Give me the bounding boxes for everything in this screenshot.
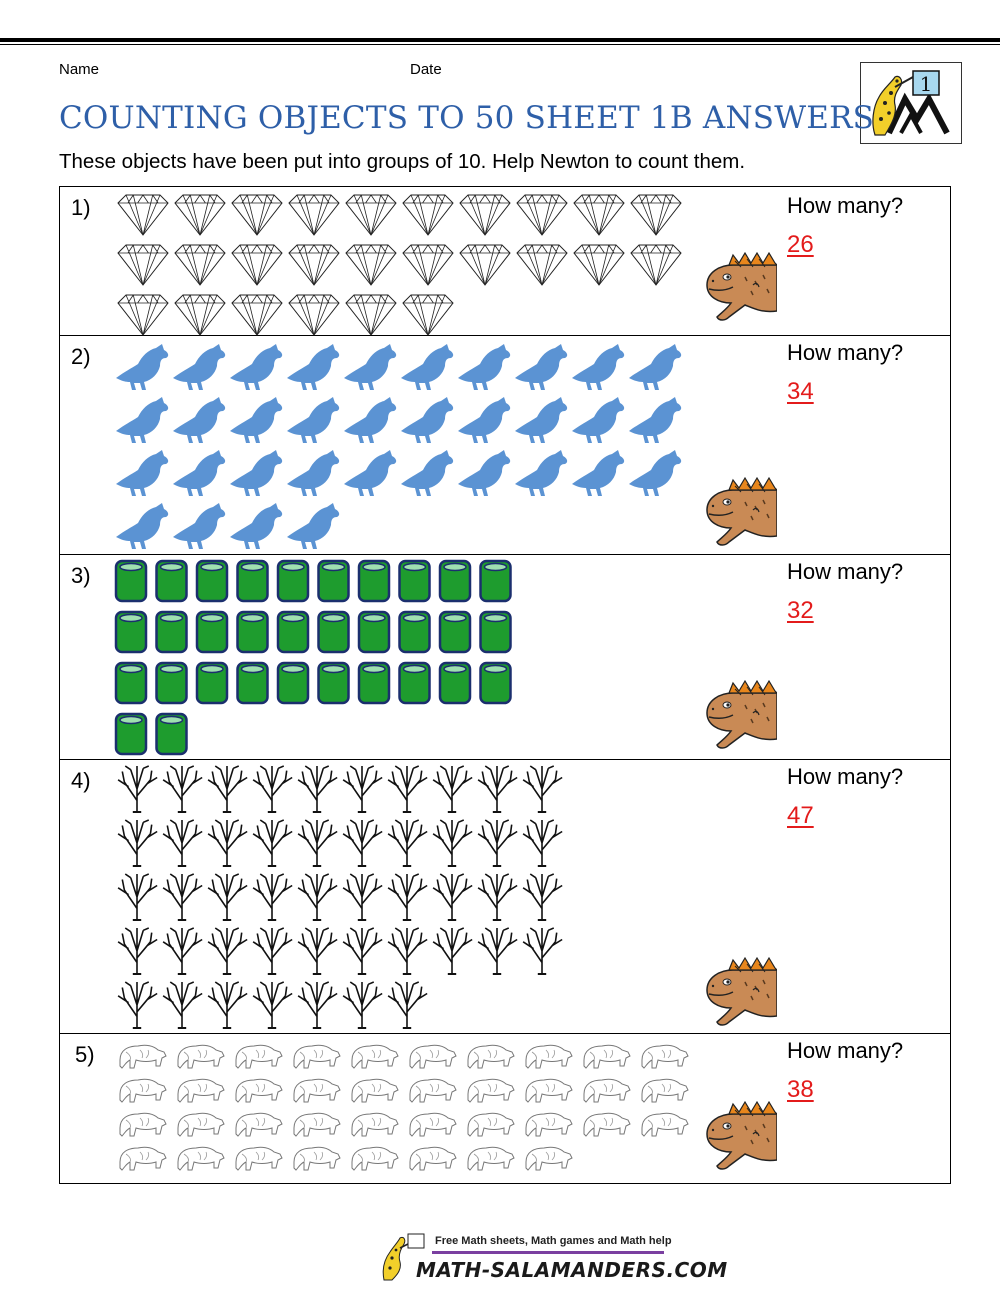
bear-object [294, 1113, 340, 1136]
tree-object [208, 982, 247, 1028]
parrot-object [458, 344, 510, 390]
tree-object [523, 820, 562, 866]
tree-object [163, 928, 202, 974]
barrel-object [278, 612, 308, 652]
diamond-object [631, 245, 681, 285]
bear-object [526, 1113, 572, 1136]
tree-object [253, 874, 292, 920]
parrot-object [116, 344, 168, 390]
bear-object [294, 1079, 340, 1102]
bear-object [236, 1045, 282, 1068]
logo-badge: 1 [919, 72, 933, 96]
bear-object [410, 1113, 456, 1136]
diamond-object [346, 245, 396, 285]
barrel-objects [60, 555, 700, 760]
tree-object [208, 820, 247, 866]
diamond-object [631, 195, 681, 235]
answer-value: 32 [787, 597, 814, 624]
barrel-object [278, 561, 308, 601]
footer-rule [432, 1251, 664, 1254]
page-title: COUNTING OBJECTS TO 50 SHEET 1B ANSWERS [59, 100, 875, 136]
tree-object [343, 928, 382, 974]
parrot-object [572, 397, 624, 443]
question-1 [60, 187, 950, 336]
tree-object [118, 820, 157, 866]
tree-object [388, 766, 427, 812]
how-many-label: How many? [787, 340, 904, 365]
question-number: 3) [71, 563, 91, 588]
salamander-logo [860, 62, 962, 144]
tree-object [298, 982, 337, 1028]
how-many-label: How many? [787, 193, 904, 218]
diamond-object [574, 195, 624, 235]
how-many-label: How many? [787, 559, 904, 584]
bear-object [352, 1113, 398, 1136]
diamond-object [346, 195, 396, 235]
tree-object [388, 928, 427, 974]
barrel-object [116, 612, 146, 652]
bear-object [178, 1045, 224, 1068]
barrel-object [440, 612, 470, 652]
barrel-object [238, 663, 268, 703]
parrot-object [230, 503, 282, 549]
tree-object [523, 928, 562, 974]
barrel-object [238, 612, 268, 652]
barrel-object [440, 663, 470, 703]
diamond-objects [60, 187, 700, 336]
parrot-object [572, 450, 624, 496]
bear-object [236, 1113, 282, 1136]
bear-object [352, 1045, 398, 1068]
question-2 [60, 336, 950, 555]
parrot-object [287, 397, 339, 443]
tree-object [253, 766, 292, 812]
questions-table [59, 186, 951, 1184]
question-number: 2) [71, 344, 91, 369]
newton-salamander-icon [701, 679, 777, 755]
barrel-object [319, 663, 349, 703]
bear-object [178, 1113, 224, 1136]
diamond-object [289, 195, 339, 235]
how-many-label: How many? [787, 764, 904, 789]
diamond-object [175, 245, 225, 285]
newton-salamander-icon [701, 956, 777, 1032]
diamond-object [232, 245, 282, 285]
answer-value: 38 [787, 1076, 814, 1103]
bear-object [410, 1079, 456, 1102]
bear-object [642, 1079, 688, 1102]
bear-object [584, 1045, 630, 1068]
parrot-object [629, 450, 681, 496]
parrot-object [401, 397, 453, 443]
diamond-object [232, 295, 282, 335]
parrot-object [173, 397, 225, 443]
tree-object [253, 820, 292, 866]
tree-object [388, 874, 427, 920]
diamond-object [118, 195, 168, 235]
question-number: 5) [75, 1042, 95, 1067]
question-number: 4) [71, 768, 91, 793]
barrel-object [238, 561, 268, 601]
parrot-object [116, 397, 168, 443]
diamond-object [289, 245, 339, 285]
parrot-object [116, 450, 168, 496]
diamond-object [403, 295, 453, 335]
bear-object [468, 1113, 514, 1136]
bear-object [120, 1147, 166, 1170]
newton-salamander-icon [701, 476, 777, 552]
barrel-object [157, 612, 187, 652]
diamond-object [403, 245, 453, 285]
diamond-object [574, 245, 624, 285]
newton-salamander-icon [701, 251, 777, 327]
diamond-object [460, 245, 510, 285]
bear-object [120, 1045, 166, 1068]
salamander-logo-icon [861, 63, 961, 143]
bear-object [468, 1147, 514, 1170]
tree-object [298, 874, 337, 920]
bear-object [352, 1079, 398, 1102]
barrel-object [319, 561, 349, 601]
parrot-object [572, 344, 624, 390]
barrel-object [197, 663, 227, 703]
tree-object [343, 982, 382, 1028]
tree-object [253, 982, 292, 1028]
tree-object [433, 874, 472, 920]
parrot-object [173, 503, 225, 549]
parrot-object [515, 450, 567, 496]
diamond-object [232, 195, 282, 235]
barrel-object [157, 561, 187, 601]
tree-object [388, 820, 427, 866]
tree-object [208, 766, 247, 812]
tree-object [163, 820, 202, 866]
bear-object [120, 1079, 166, 1102]
barrel-object [319, 612, 349, 652]
tree-object [433, 928, 472, 974]
bear-object [120, 1113, 166, 1136]
question-5 [60, 1034, 950, 1183]
tree-object [388, 982, 427, 1028]
bear-object [526, 1045, 572, 1068]
diamond-object [517, 245, 567, 285]
parrot-object [287, 450, 339, 496]
barrel-object [481, 561, 511, 601]
bear-object [178, 1147, 224, 1170]
bear-object [178, 1079, 224, 1102]
parrot-object [116, 503, 168, 549]
bear-object [294, 1147, 340, 1170]
parrot-object [629, 344, 681, 390]
barrel-object [359, 561, 389, 601]
barrel-object [157, 714, 187, 754]
barrel-object [440, 561, 470, 601]
question-3 [60, 555, 950, 760]
question-number: 1) [71, 195, 91, 220]
barrel-object [481, 612, 511, 652]
diamond-object [175, 295, 225, 335]
barrel-object [116, 663, 146, 703]
parrot-object [344, 397, 396, 443]
parrot-objects [60, 336, 700, 555]
tree-object [163, 766, 202, 812]
bear-object [410, 1147, 456, 1170]
parrot-object [173, 450, 225, 496]
instructions: These objects have been put into groups of 10. Help Newton to count them. [59, 150, 746, 173]
bear-object [584, 1113, 630, 1136]
tree-object [523, 874, 562, 920]
parrot-object [458, 450, 510, 496]
diamond-object [346, 295, 396, 335]
tree-object [478, 874, 517, 920]
parrot-object [287, 503, 339, 549]
tree-object [118, 766, 157, 812]
tree-object [523, 766, 562, 812]
bear-object [236, 1147, 282, 1170]
bear-object [642, 1045, 688, 1068]
barrel-object [197, 612, 227, 652]
bear-object [294, 1045, 340, 1068]
barrel-object [400, 612, 430, 652]
barrel-object [359, 612, 389, 652]
top-rule [0, 38, 1000, 42]
bear-object [410, 1045, 456, 1068]
diamond-object [517, 195, 567, 235]
tree-object [478, 820, 517, 866]
parrot-object [401, 344, 453, 390]
tree-object [208, 928, 247, 974]
parrot-object [458, 397, 510, 443]
bear-objects [60, 1034, 700, 1183]
parrot-object [287, 344, 339, 390]
diamond-object [460, 195, 510, 235]
tree-object [433, 820, 472, 866]
parrot-object [344, 450, 396, 496]
diamond-object [118, 245, 168, 285]
parrot-object [344, 344, 396, 390]
how-many-label: How many? [787, 1038, 904, 1063]
tree-object [343, 874, 382, 920]
parrot-object [230, 397, 282, 443]
barrel-object [116, 561, 146, 601]
bear-object [468, 1079, 514, 1102]
barrel-object [157, 663, 187, 703]
tree-object [253, 928, 292, 974]
tree-objects [60, 760, 700, 1034]
tree-object [118, 874, 157, 920]
tree-object [343, 820, 382, 866]
name-label: Name [59, 61, 100, 78]
parrot-object [230, 450, 282, 496]
tree-object [163, 982, 202, 1028]
newton-salamander-icon [701, 1100, 777, 1176]
barrel-object [400, 561, 430, 601]
parrot-object [515, 344, 567, 390]
parrot-object [515, 397, 567, 443]
bear-object [584, 1079, 630, 1102]
tree-object [298, 820, 337, 866]
bear-object [642, 1113, 688, 1136]
top-rule-thin [0, 44, 1000, 45]
tree-object [478, 766, 517, 812]
tree-object [433, 766, 472, 812]
barrel-object [116, 714, 146, 754]
parrot-object [230, 344, 282, 390]
tree-object [298, 928, 337, 974]
bear-object [526, 1147, 572, 1170]
tree-object [298, 766, 337, 812]
footer-tagline: Free Math sheets, Math games and Math help [435, 1235, 672, 1247]
barrel-object [278, 663, 308, 703]
diamond-object [289, 295, 339, 335]
bear-object [352, 1147, 398, 1170]
parrot-object [173, 344, 225, 390]
footer-site: MATH-SALAMANDERS.COM [416, 1258, 728, 1282]
tree-object [208, 874, 247, 920]
bear-object [236, 1079, 282, 1102]
barrel-object [359, 663, 389, 703]
answer-value: 47 [787, 802, 814, 829]
barrel-object [400, 663, 430, 703]
tree-object [118, 928, 157, 974]
date-label: Date [410, 61, 442, 78]
answer-value: 26 [787, 231, 814, 258]
diamond-object [118, 295, 168, 335]
tree-object [118, 982, 157, 1028]
tree-object [478, 928, 517, 974]
barrel-object [481, 663, 511, 703]
bear-object [468, 1045, 514, 1068]
diamond-object [175, 195, 225, 235]
question-4 [60, 760, 950, 1034]
parrot-object [629, 397, 681, 443]
parrot-object [401, 450, 453, 496]
barrel-object [197, 561, 227, 601]
tree-object [343, 766, 382, 812]
diamond-object [403, 195, 453, 235]
answer-value: 34 [787, 378, 814, 405]
tree-object [163, 874, 202, 920]
bear-object [526, 1079, 572, 1102]
